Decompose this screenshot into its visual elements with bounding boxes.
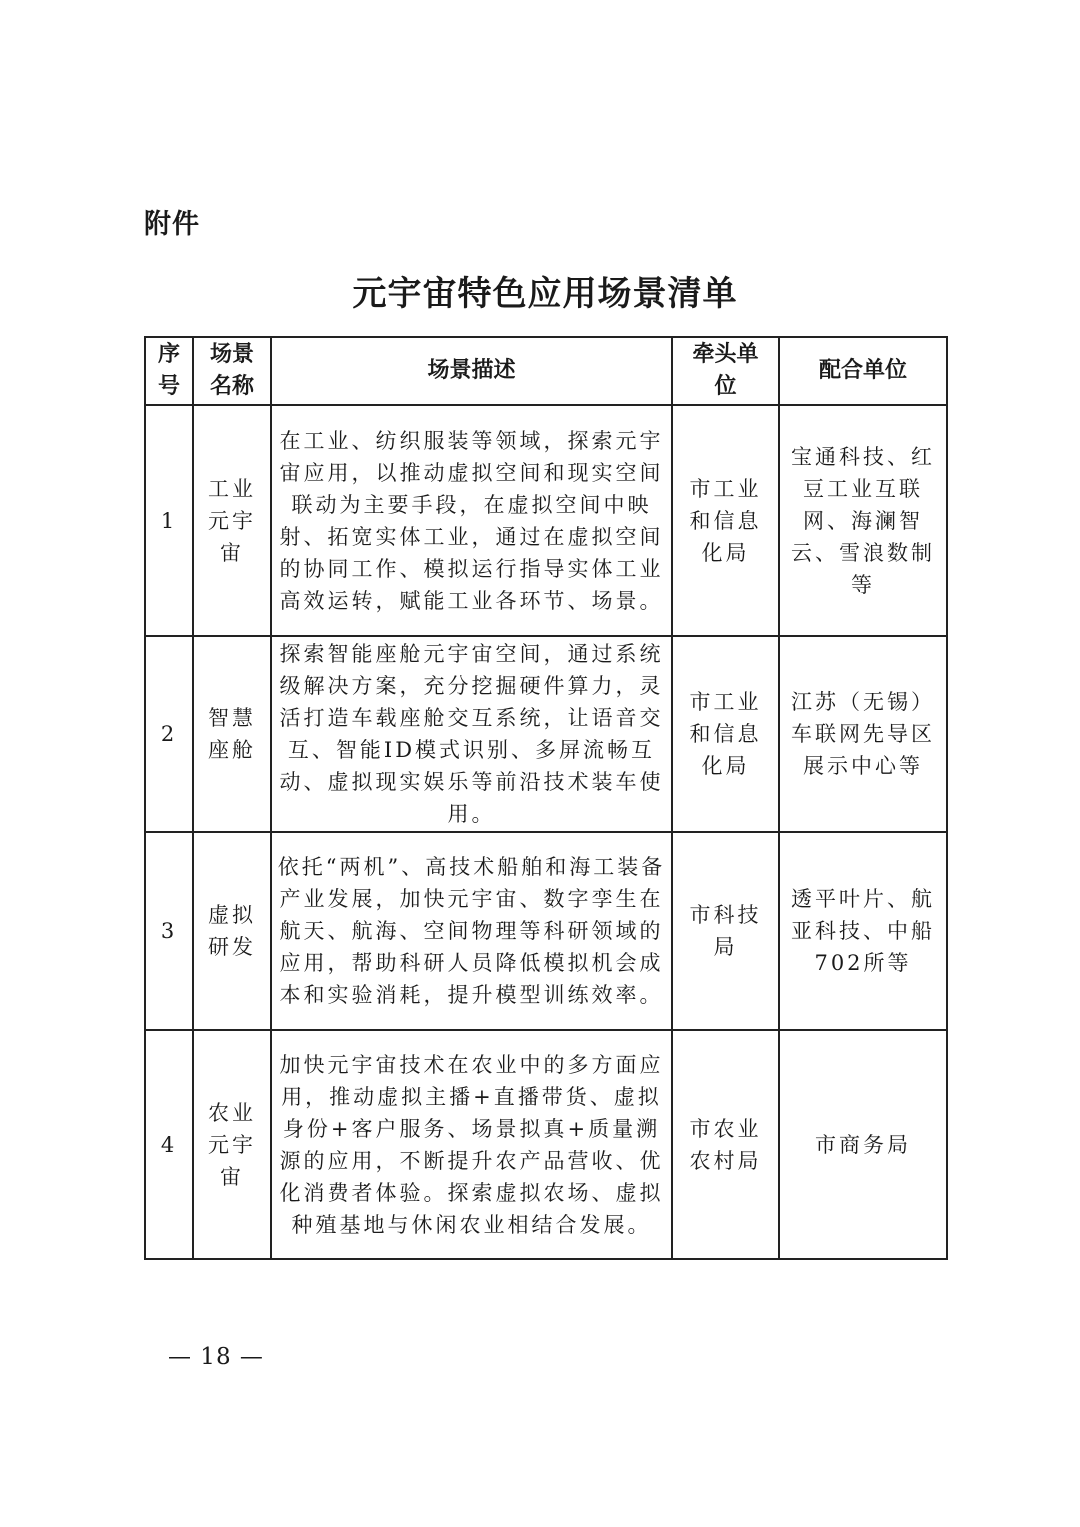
- document-title: 元宇宙特色应用场景清单: [352, 274, 738, 314]
- row-coop-unit: 江苏（无锡）车联网先导区展示中心等: [779, 636, 947, 832]
- header-description: 场景描述: [271, 337, 672, 405]
- row-no: 3: [145, 832, 193, 1030]
- row-no: 2: [145, 636, 193, 832]
- row-lead-unit: 市工业和信息化局: [672, 405, 779, 636]
- table-header-row: [145, 337, 947, 405]
- table-row: [145, 832, 947, 1030]
- row-name: 农业元宇宙: [193, 1030, 271, 1259]
- page-number: — 18 —: [168, 1344, 264, 1370]
- row-no: 4: [145, 1030, 193, 1259]
- row-no: 1: [145, 405, 193, 636]
- row-description: 加快元宇宙技术在农业中的多方面应用，推动虚拟主播+直播带货、虚拟身份+客户服务、场景拟真+质量溯源的应用，不断提升农产品营收、优化消费者体验。探索虚拟农场、虚拟种殖基地与休闲农业相结合发展。: [271, 1030, 672, 1259]
- row-description: 依托“两机”、高技术船舶和海工装备产业发展，加快元宇宙、数字孪生在航天、航海、空间物理等科研领域的应用，帮助科研人员降低模拟机会成本和实验消耗，提升模型训练效率。: [271, 832, 672, 1030]
- row-lead-unit: 市农业农村局: [672, 1030, 779, 1259]
- attachment-label: 附件: [144, 209, 200, 240]
- table-row: [145, 1030, 947, 1259]
- row-lead-unit: 市科技局: [672, 832, 779, 1030]
- row-description: 在工业、纺织服装等领域，探索元宇宙应用，以推动虚拟空间和现实空间联动为主要手段，在虚拟空间中映射、拓宽实体工业，通过在虚拟空间的协同工作、模拟运行指导实体工业高效运转，赋能工业各环节、场景。: [271, 405, 672, 636]
- header-name: 场景名称: [193, 337, 271, 405]
- table-row: [145, 405, 947, 636]
- scene-table: [144, 336, 948, 1260]
- row-coop-unit: 透平叶片、航亚科技、中船702所等: [779, 832, 947, 1030]
- row-name: 虚拟研发: [193, 832, 271, 1030]
- row-coop-unit: 宝通科技、红豆工业互联网、海澜智云、雪浪数制等: [779, 405, 947, 636]
- row-description: 探索智能座舱元宇宙空间，通过系统级解决方案，充分挖掘硬件算力，灵活打造车载座舱交互系统，让语音交互、智能ID模式识别、多屏流畅互动、虚拟现实娱乐等前沿技术装车使用。: [271, 636, 672, 832]
- header-lead-unit: 牵头单位: [672, 337, 779, 405]
- row-coop-unit: 市商务局: [779, 1030, 947, 1259]
- table-row: [145, 636, 947, 832]
- row-name: 智慧座舱: [193, 636, 271, 832]
- header-coop-unit: 配合单位: [779, 337, 947, 405]
- header-no: 序号: [145, 337, 193, 405]
- row-lead-unit: 市工业和信息化局: [672, 636, 779, 832]
- row-name: 工业元宇宙: [193, 405, 271, 636]
